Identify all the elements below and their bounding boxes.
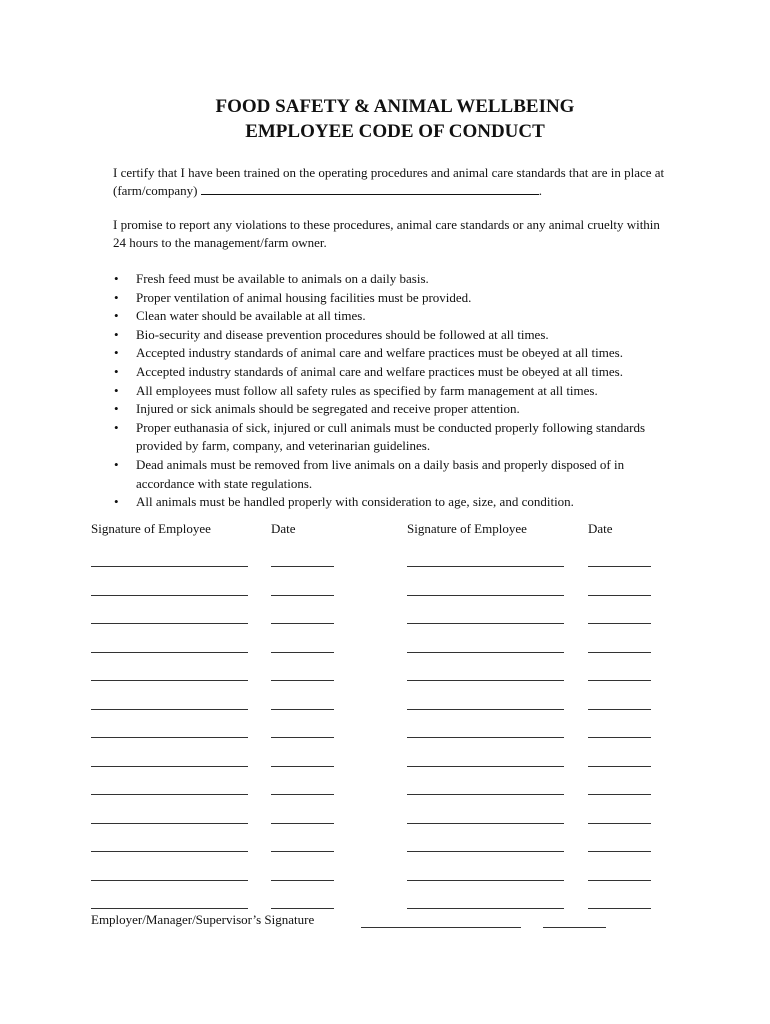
employee-signature-line[interactable] — [91, 680, 248, 681]
employee-signature-line[interactable] — [91, 794, 248, 795]
employee-signature-line[interactable] — [407, 595, 564, 596]
certify-text: I certify that I have been trained on the operating procedures and animal care standards that are in place at (farm/company) — [113, 165, 665, 198]
employee-signature-line[interactable] — [91, 880, 248, 881]
rule-item: • Accepted industry standards of animal care and welfare practices must be obeyed at all times. — [110, 344, 685, 363]
employee-date-line[interactable] — [588, 709, 651, 710]
farm-company-blank-line[interactable] — [201, 182, 539, 195]
employee-date-line[interactable] — [271, 652, 334, 653]
employee-date-line[interactable] — [588, 680, 651, 681]
employee-date-line[interactable] — [588, 595, 651, 596]
employee-signature-line[interactable] — [407, 908, 564, 909]
certify-paragraph — [113, 164, 673, 200]
employee-signature-line[interactable] — [91, 737, 248, 738]
employer-signature-line[interactable] — [361, 927, 521, 928]
employee-date-line[interactable] — [271, 623, 334, 624]
employee-signature-line[interactable] — [407, 652, 564, 653]
employee-date-line[interactable] — [271, 737, 334, 738]
employee-signature-line[interactable] — [407, 880, 564, 881]
employee-date-line[interactable] — [271, 908, 334, 909]
signature-header-right: Signature of Employee — [407, 521, 527, 536]
employee-signature-line[interactable] — [91, 623, 248, 624]
certify-end: . — [538, 183, 542, 198]
promise-paragraph: I promise to report any violations to these procedures, animal care standards or any animal cruelty within 24 hours to the management/farm owner. — [113, 217, 660, 250]
employee-signature-line[interactable] — [407, 823, 564, 824]
document-title — [0, 94, 770, 144]
employer-date-line[interactable] — [543, 927, 606, 928]
rules-list — [110, 270, 685, 512]
employee-date-line[interactable] — [271, 766, 334, 767]
employee-signature-line[interactable] — [91, 595, 248, 596]
employee-date-line[interactable] — [588, 623, 651, 624]
employee-date-line[interactable] — [271, 595, 334, 596]
rule-item: • Fresh feed must be available to animals on a daily basis. — [110, 270, 685, 289]
employee-signature-line[interactable] — [91, 566, 248, 567]
employee-signature-line[interactable] — [91, 823, 248, 824]
employee-signature-line[interactable] — [407, 623, 564, 624]
employee-date-line[interactable] — [588, 566, 651, 567]
employee-signature-line[interactable] — [91, 652, 248, 653]
rule-item: • Bio-security and disease prevention procedures should be followed at all times. — [110, 326, 685, 345]
employee-signature-line[interactable] — [407, 794, 564, 795]
employee-date-line[interactable] — [588, 908, 651, 909]
rule-item: • Injured or sick animals should be segregated and receive proper attention. — [110, 400, 685, 419]
rule-item: • All employees must follow all safety rules as specified by farm management at all times. — [110, 382, 685, 401]
employee-date-line[interactable] — [588, 652, 651, 653]
rule-item: • Proper euthanasia of sick, injured or cull animals must be conducted properly following standards provided by farm, company, and veterinarian guidelines. — [110, 419, 685, 456]
employee-signature-line[interactable] — [407, 566, 564, 567]
employee-signature-line[interactable] — [91, 908, 248, 909]
employee-signature-line[interactable] — [91, 709, 248, 710]
employee-date-line[interactable] — [588, 737, 651, 738]
employee-date-line[interactable] — [271, 709, 334, 710]
employee-date-line[interactable] — [271, 680, 334, 681]
rule-item: • Dead animals must be removed from live animals on a daily basis and properly disposed of in accordance with state regulations. — [110, 456, 685, 493]
employee-date-line[interactable] — [271, 880, 334, 881]
title-line-1: FOOD SAFETY & ANIMAL WELLBEING — [215, 96, 575, 117]
employee-date-line[interactable] — [588, 880, 651, 881]
employee-date-line[interactable] — [588, 851, 651, 852]
employee-date-line[interactable] — [588, 823, 651, 824]
employee-signature-line[interactable] — [407, 680, 564, 681]
employee-signature-line[interactable] — [91, 851, 248, 852]
rule-item: • Proper ventilation of animal housing facilities must be provided. — [110, 289, 685, 308]
date-header-right: Date — [588, 521, 613, 536]
employee-date-line[interactable] — [271, 823, 334, 824]
employee-date-line[interactable] — [271, 851, 334, 852]
rule-item: • Clean water should be available at all times. — [110, 307, 685, 326]
employee-date-line[interactable] — [588, 794, 651, 795]
employee-signature-line[interactable] — [407, 851, 564, 852]
rule-item: • Accepted industry standards of animal care and welfare practices must be obeyed at all times. — [110, 363, 685, 382]
signature-header-left: Signature of Employee — [91, 521, 211, 536]
employer-signature-label: Employer/Manager/Supervisor’s Signature — [91, 912, 315, 927]
employee-date-line[interactable] — [271, 566, 334, 567]
employee-date-line[interactable] — [271, 794, 334, 795]
employee-signature-line[interactable] — [91, 766, 248, 767]
employee-signature-line[interactable] — [407, 766, 564, 767]
employee-signature-line[interactable] — [407, 709, 564, 710]
title-line-2: EMPLOYEE CODE OF CONDUCT — [245, 121, 545, 142]
date-header-left: Date — [271, 521, 296, 536]
rule-item: • All animals must be handled properly with consideration to age, size, and condition. — [110, 493, 685, 512]
employee-date-line[interactable] — [588, 766, 651, 767]
employee-signature-line[interactable] — [407, 737, 564, 738]
